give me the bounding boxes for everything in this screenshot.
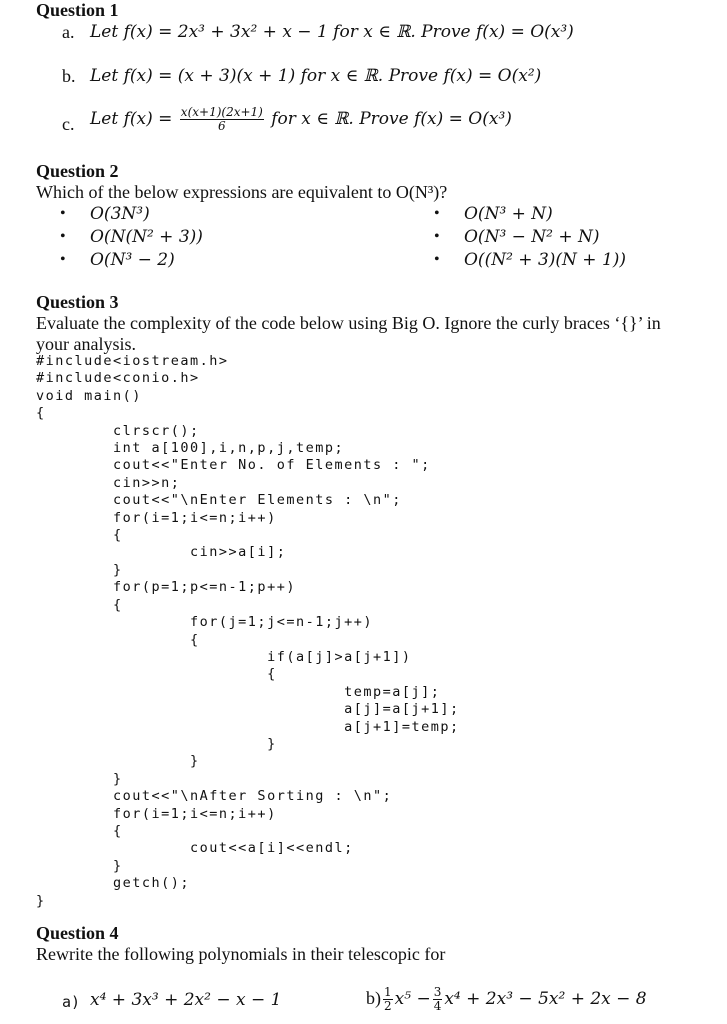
q4b-term1: x⁵ − xyxy=(394,989,431,1009)
q1a-statement: Let f(x) = 2x³ + 3x² + x − 1 for x ∈ ℝ. Prove f(x) = O(x³) xyxy=(90,22,574,42)
question-1-title: Question 1 xyxy=(36,0,119,20)
q1c-prefix: Let f(x) = xyxy=(90,109,173,129)
q1c-suffix: for x ∈ ℝ. Prove f(x) = O(x³) xyxy=(271,109,512,129)
q4b-frac1-den: 2 xyxy=(384,999,392,1013)
q4b-fraction-1 xyxy=(383,986,393,1013)
bullet-icon: • xyxy=(434,205,440,222)
bullet-icon: • xyxy=(60,205,66,222)
q2-option-right-2: O(N³ − N² + N) xyxy=(464,227,600,247)
q1a-label: a. xyxy=(62,22,75,42)
bullet-icon: • xyxy=(434,251,440,268)
q4b-polynomial xyxy=(366,986,647,1013)
q4a-label: a) xyxy=(62,993,81,1011)
q2-option-left-2: O(N(N² + 3)) xyxy=(90,227,203,247)
q4b-rest: x⁴ + 2x³ − 5x² + 2x − 8 xyxy=(444,989,647,1009)
q2-option-right-1: O(N³ + N) xyxy=(464,204,553,224)
q1c-numerator: x(x+1)(2x+1) xyxy=(180,105,263,119)
q2-prompt: Which of the below expressions are equivalent to O(N³)? xyxy=(36,182,448,202)
question-2-title: Question 2 xyxy=(36,161,119,181)
q3-prompt-line2: your analysis. xyxy=(36,334,136,354)
q1b-statement: Let f(x) = (x + 3)(x + 1) for x ∈ ℝ. Prove f(x) = O(x²) xyxy=(90,66,542,86)
bullet-icon: • xyxy=(60,251,66,268)
q1c-label: c. xyxy=(62,114,75,134)
q2-option-right-3: O((N² + 3)(N + 1)) xyxy=(464,250,627,270)
q1c-denominator: 6 xyxy=(218,119,226,133)
q2-option-left-3: O(N³ − 2) xyxy=(90,250,175,270)
question-3-title: Question 3 xyxy=(36,292,119,312)
code-listing: #include<iostream.h> #include<conio.h> void main() { clrscr(); int a[100],i,n,p,j,temp; cout<<"Enter No. of Elements : "; cin>>n; cout<<"\nEnter Elements : \n"; for(i=1;i<=n;i++) { cin>>a[i]; } for(p=1;p<=n-1;p++) { for(j=1;j<=n-1;j++) { if(a[j]>a[j+1]) { temp=a[j]; a[j]=a[j+1]; a[j+1]=temp; } } } cout<<"\nAfter Sorting : \n"; for(i=1;i<=n;i++) { cout<<a[i]<<endl; } getch(); } xyxy=(36,353,460,909)
q4b-frac2-den: 4 xyxy=(433,999,442,1013)
bullet-icon: • xyxy=(434,228,440,245)
q4b-frac2-num: 3 xyxy=(433,985,442,999)
bullet-icon: • xyxy=(60,228,66,245)
q4b-fraction-2 xyxy=(433,986,443,1013)
question-4-title: Question 4 xyxy=(36,923,119,943)
q1b-label: b. xyxy=(62,66,76,86)
q4a-polynomial: x⁴ + 3x³ + 2x² − x − 1 xyxy=(90,990,282,1010)
q4-prompt: Rewrite the following polynomials in their telescopic for xyxy=(36,944,446,964)
q2-option-left-1: O(3N³) xyxy=(90,204,150,224)
q4b-frac1-num: 1 xyxy=(384,985,392,999)
q1c-statement xyxy=(90,106,512,133)
q1c-fraction xyxy=(180,106,264,133)
q3-prompt-line1: Evaluate the complexity of the code below using Big O. Ignore the curly braces ‘{}’ in xyxy=(36,313,661,333)
q4b-label: b) xyxy=(366,988,381,1008)
